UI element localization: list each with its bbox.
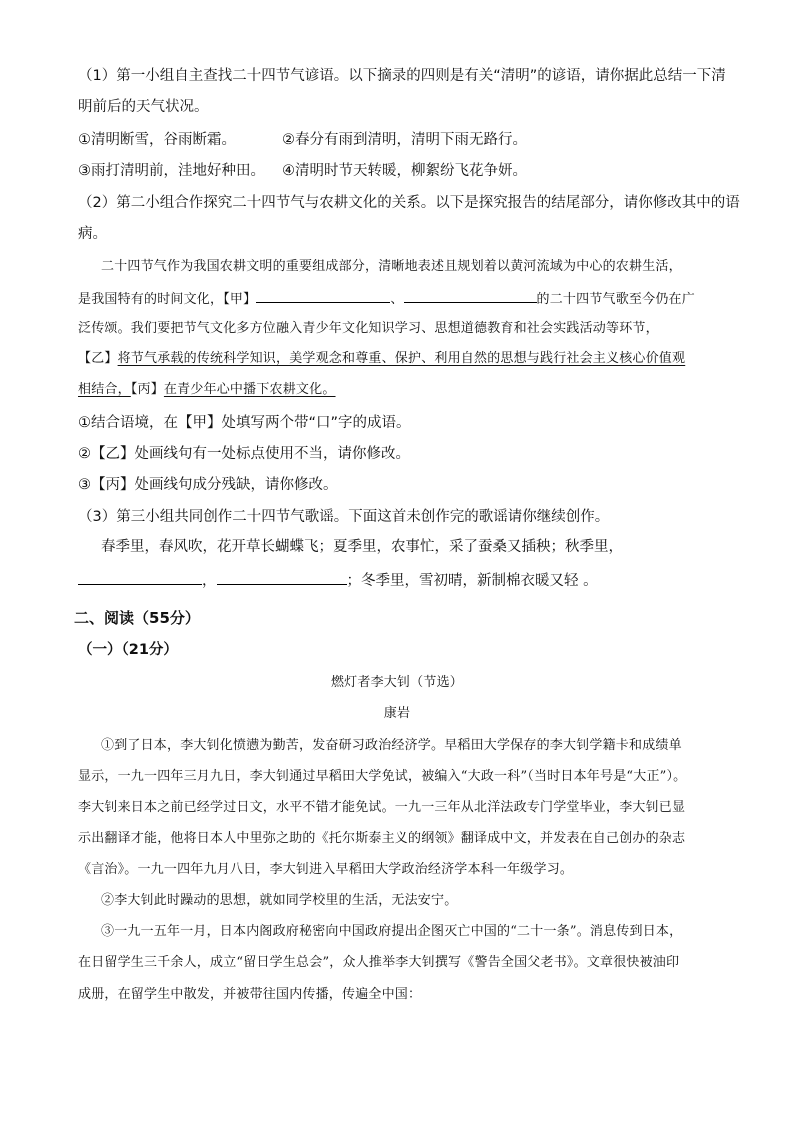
underlined-sentence-bing: 在青少年心中播下农耕文化。 <box>163 382 336 397</box>
passage-line2-start: 是我国特有的时间文化，【甲】 <box>78 292 257 307</box>
blank-song-2[interactable] <box>217 570 347 585</box>
blank-song-1[interactable] <box>78 570 202 585</box>
task-1: ①结合语境，在【甲】处填写两个带“口”字的成语。 <box>78 415 411 431</box>
passage-line2-end: 的二十四节气歌至今仍在广 <box>536 292 695 307</box>
article-p1-line4: 示出翻译才能，他将日本人中里弥之助的《托尔斯泰主义的纲领》翻译成中文，并发表在自己创办的杂志 <box>78 831 686 846</box>
q2-prompt-line1: （2）第二小组合作探究二十四节气与农耕文化的关系。以下是探究报告的结尾部分，请你修改其中的语 <box>78 195 740 211</box>
task-3: ③【丙】处画线句成分残缺，请你修改。 <box>78 477 338 493</box>
song-line1: 春季里，春风吹，花开草长蝴蝶飞；夏季里，农事忙，采了蚕桑又插秧；秋季里， <box>101 539 623 555</box>
blank-separator: 、 <box>390 292 404 307</box>
mark-bing: 【丙】 <box>130 382 164 397</box>
passage-line4 <box>78 349 685 369</box>
proverb-2: ②春分有雨到清明，清明下雨无路行。 <box>282 132 527 148</box>
article-p3-line1: ③一九一五年一月，日本内阁政府秘密向中国政府提出企图灭亡中国的“二十一条”。消息传到日本， <box>101 924 683 939</box>
article-author: 康岩 <box>383 706 411 721</box>
passage-line2 <box>78 288 695 310</box>
song-line2-end: ；冬季里，雪初晴，新制棉衣暖又轻 。 <box>346 573 598 589</box>
article-p1-line5: 《言治》。一九一四年九月八日，李大钊进入早稻田大学政治经济学本科一年级学习。 <box>78 862 574 877</box>
q3-prompt: （3）第三小组共同创作二十四节气歌谣。下面这首未创作完的歌谣请你继续创作。 <box>78 509 610 525</box>
article-p3-line2: 在日留学生三千余人，成立“留日学生总会”，众人推举李大钊撰写《警告全国父老书》。文章很快被油印 <box>78 955 680 970</box>
article-p1-line3: 李大钊来日本之前已经学过日文，水平不错才能免试。一九一三年从北洋法政专门学堂毕业，李大钊已显 <box>78 800 686 815</box>
q2-prompt-line2: 病。 <box>78 226 107 242</box>
article-p1-line1: ①到了日本，李大钊化愤懑为勤苦，发奋研习政治经济学。早稻田大学保存的李大钊学籍卡和成绩单 <box>101 738 682 753</box>
song-separator: ， <box>202 573 217 589</box>
q1-prompt-line2: 明前后的天气状况。 <box>78 99 209 115</box>
article-p2: ②李大钊此时躁动的思想，就如同学校里的生活，无法安宁。 <box>101 893 458 908</box>
blank-jia-2[interactable] <box>404 288 537 303</box>
blank-jia-1[interactable] <box>256 288 390 303</box>
proverb-3: ③雨打清明前，洼地好种田。 <box>78 163 265 179</box>
article-title: 燃灯者李大钊（节选） <box>330 675 463 690</box>
proverb-4: ④清明时节天转暖，柳絮纷飞花争妍。 <box>282 163 527 179</box>
q1-prompt-line1: （1）第一小组自主查找二十四节气谚语。以下摘录的四则是有关“清明”的谚语，请你据此总结一下清 <box>78 68 726 84</box>
passage-line5 <box>78 380 336 400</box>
sub-heading: （一）（21分） <box>78 642 178 658</box>
mark-yi: 【乙】 <box>78 351 118 366</box>
song-line2 <box>78 570 598 591</box>
article-p1-line2: 显示，一九一四年三月九日，李大钊通过早稻田大学免试，被编入“大政一科”（当时日本年号是“大正”）。 <box>78 769 687 784</box>
passage-line3: 泛传颂。我们要把节气文化多方位融入青少年文化知识学习、思想道德教育和社会实践活动等环节， <box>78 321 659 336</box>
article-p3-line3: 成册，在留学生中散发，并被带往国内传播，传遍全中国： <box>78 987 422 1002</box>
section-heading: 二、阅读（55分） <box>74 609 200 627</box>
underlined-sentence-yi-end: 相结合， <box>78 382 131 397</box>
proverb-1: ①清明断雪，谷雨断霜。 <box>78 132 236 148</box>
underlined-sentence-yi: 将节气承载的传统科学知识，美学观念和尊重、保护、利用自然的思想与践行社会主义核心价值观 <box>117 351 686 366</box>
passage-line1: 二十四节气作为我国农耕文明的重要组成部分，清晰地表述且规划着以黄河流域为中心的农耕生活， <box>101 259 682 274</box>
task-2: ②【乙】处画线句有一处标点使用不当，请你修改。 <box>78 446 410 462</box>
